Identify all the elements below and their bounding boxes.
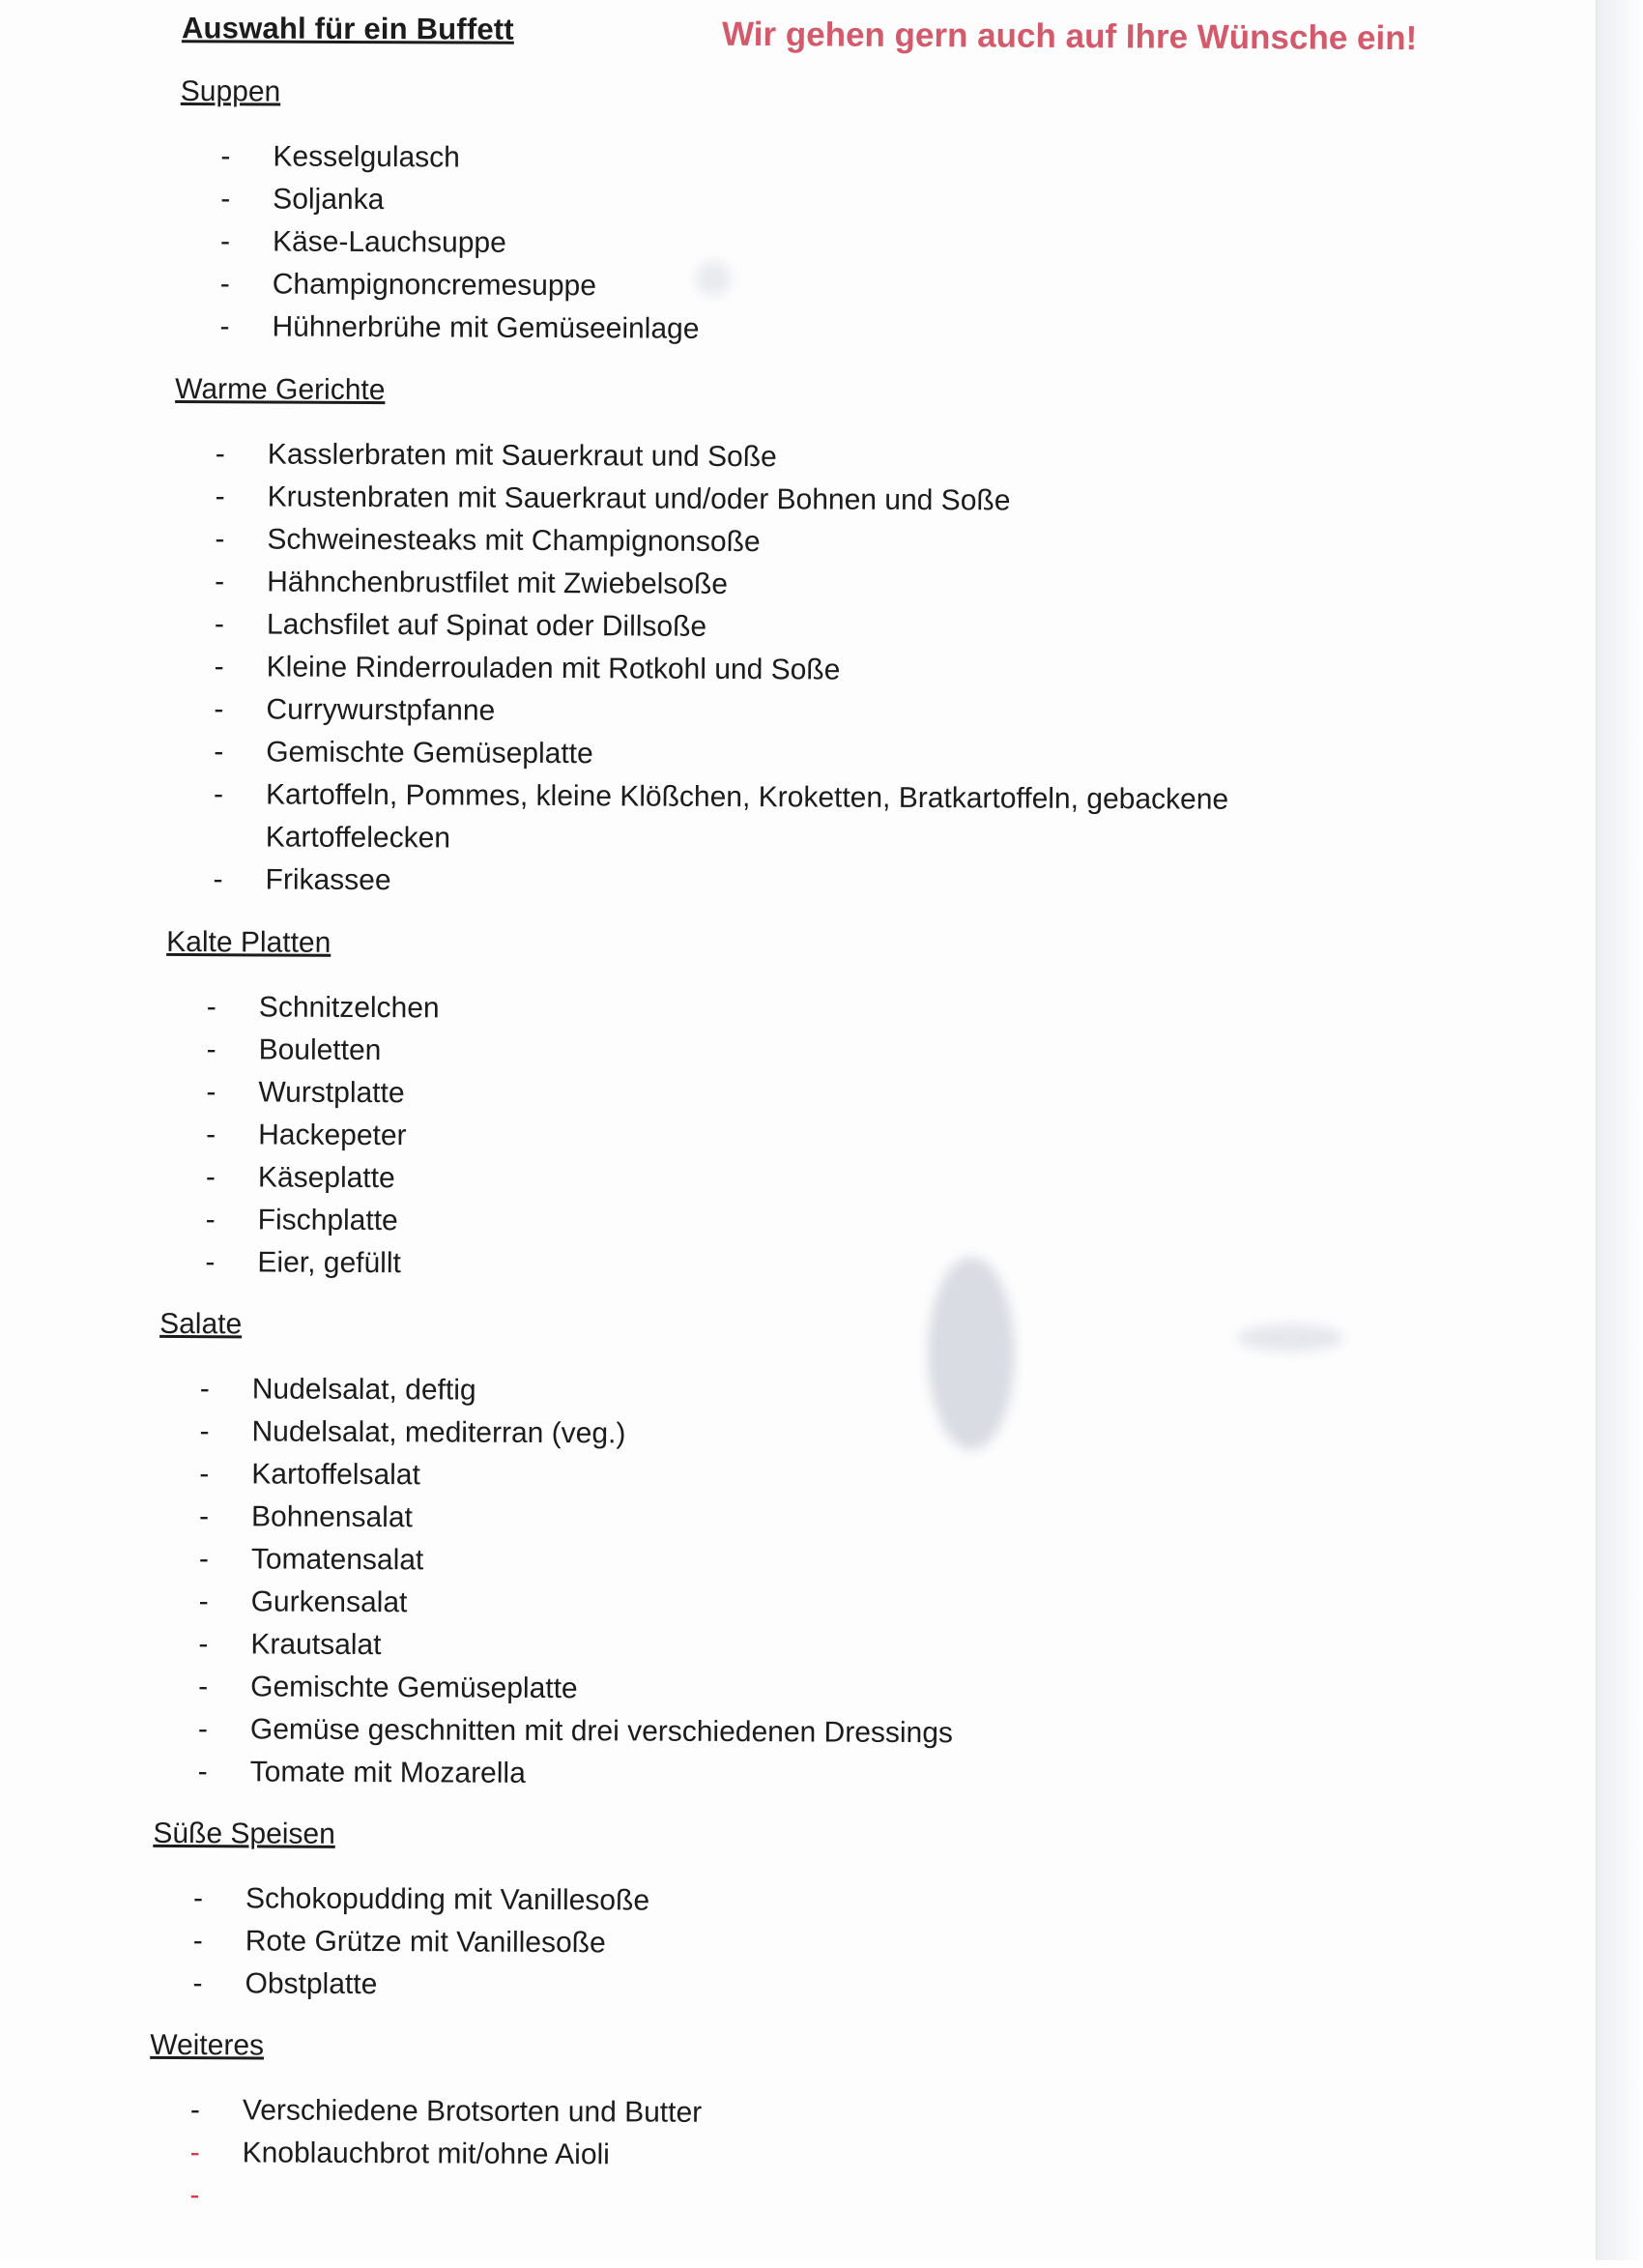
- bullet-dash: -: [215, 438, 225, 471]
- item-text: Gemischte Gemüseplatte: [266, 736, 593, 771]
- list-item: [214, 731, 1290, 779]
- item-list: [152, 1877, 649, 2008]
- item-text: Frikassee: [265, 863, 391, 897]
- item-list: [150, 2089, 703, 2212]
- item-text: Knoblauchbrot mit/ohne Aioli: [242, 2137, 610, 2171]
- bullet-dash: -: [198, 1585, 209, 1618]
- list-item: [206, 1156, 439, 1200]
- bullet-dash: -: [215, 523, 225, 556]
- section-heading: Weiteres: [150, 2028, 265, 2062]
- bullet-dash: -: [199, 1500, 210, 1533]
- item-text: Gurkensalat: [250, 1585, 408, 1619]
- item-text: Kesselgulasch: [273, 140, 461, 174]
- bullet-dash: -: [199, 1458, 210, 1491]
- bullet-dash: -: [214, 608, 225, 641]
- bullet-dash: -: [206, 1119, 216, 1151]
- item-text: Soljanka: [273, 183, 385, 217]
- list-item: [220, 178, 700, 223]
- list-item: [215, 561, 1291, 609]
- list-item: [199, 1453, 954, 1499]
- bullet-dash: -: [189, 2137, 200, 2169]
- item-text: Eier, gefüllt: [257, 1246, 401, 1280]
- list-item: [190, 2132, 703, 2177]
- bullet-dash: -: [206, 1033, 216, 1066]
- list-item: [220, 263, 700, 308]
- list-item: [215, 518, 1291, 567]
- list-item: [199, 1538, 954, 1585]
- list-item: [207, 986, 440, 1030]
- section-suesse-speisen: [152, 1817, 649, 2008]
- section-kalte-platten: [164, 926, 440, 1285]
- item-text: Kleine Rinderrouladen mit Rotkohl und Soße: [266, 651, 841, 686]
- list-item: [199, 1410, 954, 1457]
- list-item: [199, 1496, 954, 1542]
- item-text: Käse-Lauchsuppe: [272, 225, 506, 259]
- bullet-dash: -: [199, 1373, 210, 1406]
- list-item: [206, 1071, 439, 1115]
- item-list: [172, 433, 1292, 907]
- list-item: [206, 1199, 439, 1242]
- item-text: Wurstplatte: [258, 1076, 405, 1110]
- item-text: Hähnchenbrustfilet mit Zwiebelsoße: [267, 566, 729, 600]
- list-item: [215, 603, 1291, 652]
- list-item: [214, 773, 1290, 864]
- item-text: Nudelsalat, deftig: [251, 1373, 476, 1407]
- item-text: Currywurstpfanne: [266, 693, 496, 727]
- list-item: [193, 1877, 649, 1922]
- bullet-dash: -: [197, 1756, 208, 1788]
- item-text: Krustenbraten mit Sauerkraut und/oder Bohnen und Soße: [267, 480, 1011, 517]
- item-text: Krautsalat: [250, 1628, 382, 1662]
- bullet-dash: -: [206, 1076, 216, 1109]
- item-text: Kartoffelsalat: [251, 1458, 420, 1492]
- list-item: [215, 646, 1291, 694]
- section-salate: [158, 1308, 956, 1797]
- item-text: Bohnensalat: [251, 1500, 413, 1534]
- item-text: Tomatensalat: [250, 1543, 424, 1577]
- list-item: [219, 305, 699, 351]
- bullet-dash: -: [219, 225, 231, 258]
- tagline: Wir gehen gern auch auf Ihre Wünsche ein!: [721, 15, 1418, 58]
- section-heading: Kalte Platten: [166, 925, 331, 959]
- list-item: [205, 1241, 438, 1285]
- bullet-dash: -: [213, 863, 223, 896]
- bullet-dash: -: [219, 268, 230, 301]
- list-item: [206, 1114, 439, 1157]
- section-heading: Warme Gerichte: [175, 372, 386, 407]
- item-text: Hackepeter: [258, 1119, 407, 1152]
- list-item: [220, 135, 700, 181]
- item-text: Verschiedene Brotsorten und Butter: [242, 2094, 703, 2129]
- bullet-dash: -: [198, 1671, 209, 1703]
- bullet-dash: -: [198, 1628, 209, 1661]
- section-weiteres: [150, 2028, 703, 2212]
- section-heading: Salate: [159, 1307, 243, 1341]
- bullet-dash: -: [214, 736, 224, 769]
- item-text: Kartoffeln, Pommes, kleine Klößchen, Kroketten, Bratkartoffeln, gebackene Kartoffelecken: [265, 778, 1229, 855]
- item-text: Lachsfilet auf Spinat oder Dillsoße: [266, 608, 707, 643]
- section-heading: Suppen: [180, 74, 281, 108]
- item-text: Rote Grütze mit Vanillesoße: [245, 1925, 606, 1960]
- list-item: [198, 1708, 953, 1755]
- bullet-dash: -: [214, 651, 224, 683]
- bullet-dash: -: [198, 1543, 209, 1576]
- bullet-dash: -: [192, 1925, 203, 1958]
- item-text: Hühnerbrühe mit Gemüseeinlage: [272, 310, 700, 345]
- item-list: [164, 986, 439, 1285]
- list-item: [198, 1666, 953, 1712]
- bullet-dash: -: [197, 1713, 209, 1746]
- list-item: [198, 1623, 953, 1670]
- item-text: Kasslerbraten mit Sauerkraut und Soße: [267, 438, 777, 474]
- list-item: [192, 1963, 649, 2007]
- item-text: Käseplatte: [257, 1161, 395, 1195]
- item-text: Bouletten: [258, 1033, 382, 1067]
- bullet-dash: -: [189, 2094, 200, 2127]
- section-suppen: [179, 75, 700, 351]
- bullet-dash: -: [199, 1415, 210, 1448]
- bullet-dash: -: [189, 2179, 200, 2212]
- item-text: Obstplatte: [245, 1967, 378, 2001]
- bullet-dash: -: [205, 1161, 216, 1194]
- section-heading: Süße Speisen: [153, 1817, 335, 1850]
- item-text: Schokopudding mit Vanillesoße: [245, 1882, 650, 1917]
- section-warme-gerichte: [172, 373, 1292, 907]
- item-text: Schweinesteaks mit Champignonsoße: [267, 523, 761, 559]
- bullet-dash: -: [215, 566, 225, 598]
- item-text: Tomate mit Mozarella: [249, 1756, 526, 1789]
- bullet-dash: -: [213, 778, 224, 811]
- list-item: [214, 688, 1290, 737]
- list-item: [200, 1368, 955, 1414]
- list-item: [198, 1751, 953, 1797]
- bullet-dash: -: [215, 480, 225, 513]
- bullet-dash: -: [205, 1246, 216, 1279]
- bullet-dash: -: [220, 140, 231, 173]
- list-item: [216, 476, 1292, 524]
- list-item: [190, 2089, 703, 2135]
- document-title: Auswahl für ein Buffett: [181, 11, 514, 46]
- list-item: [207, 1029, 440, 1072]
- item-text: Nudelsalat, mediterran (veg.): [251, 1415, 626, 1450]
- item-list: [158, 1368, 955, 1797]
- list-item: [216, 433, 1292, 481]
- bullet-dash: -: [219, 310, 230, 343]
- item-text: Fischplatte: [257, 1204, 398, 1237]
- bullet-dash: -: [192, 1882, 204, 1915]
- item-text: Champignoncremesuppe: [272, 268, 597, 303]
- list-item: [213, 858, 1289, 907]
- item-list: [179, 135, 700, 351]
- item-text: Schnitzelchen: [258, 991, 440, 1025]
- bullet-dash: -: [192, 1967, 203, 2000]
- list-item: [193, 1920, 649, 1964]
- bullet-dash: -: [206, 991, 216, 1024]
- list-item: [220, 220, 700, 266]
- list-item: [199, 1581, 954, 1627]
- item-text: Gemüse geschnitten mit drei verschiedenen Dressings: [249, 1713, 954, 1750]
- item-text: Gemischte Gemüseplatte: [250, 1671, 578, 1705]
- bullet-dash: -: [220, 183, 231, 216]
- bullet-dash: -: [205, 1204, 216, 1236]
- bullet-dash: -: [214, 693, 224, 726]
